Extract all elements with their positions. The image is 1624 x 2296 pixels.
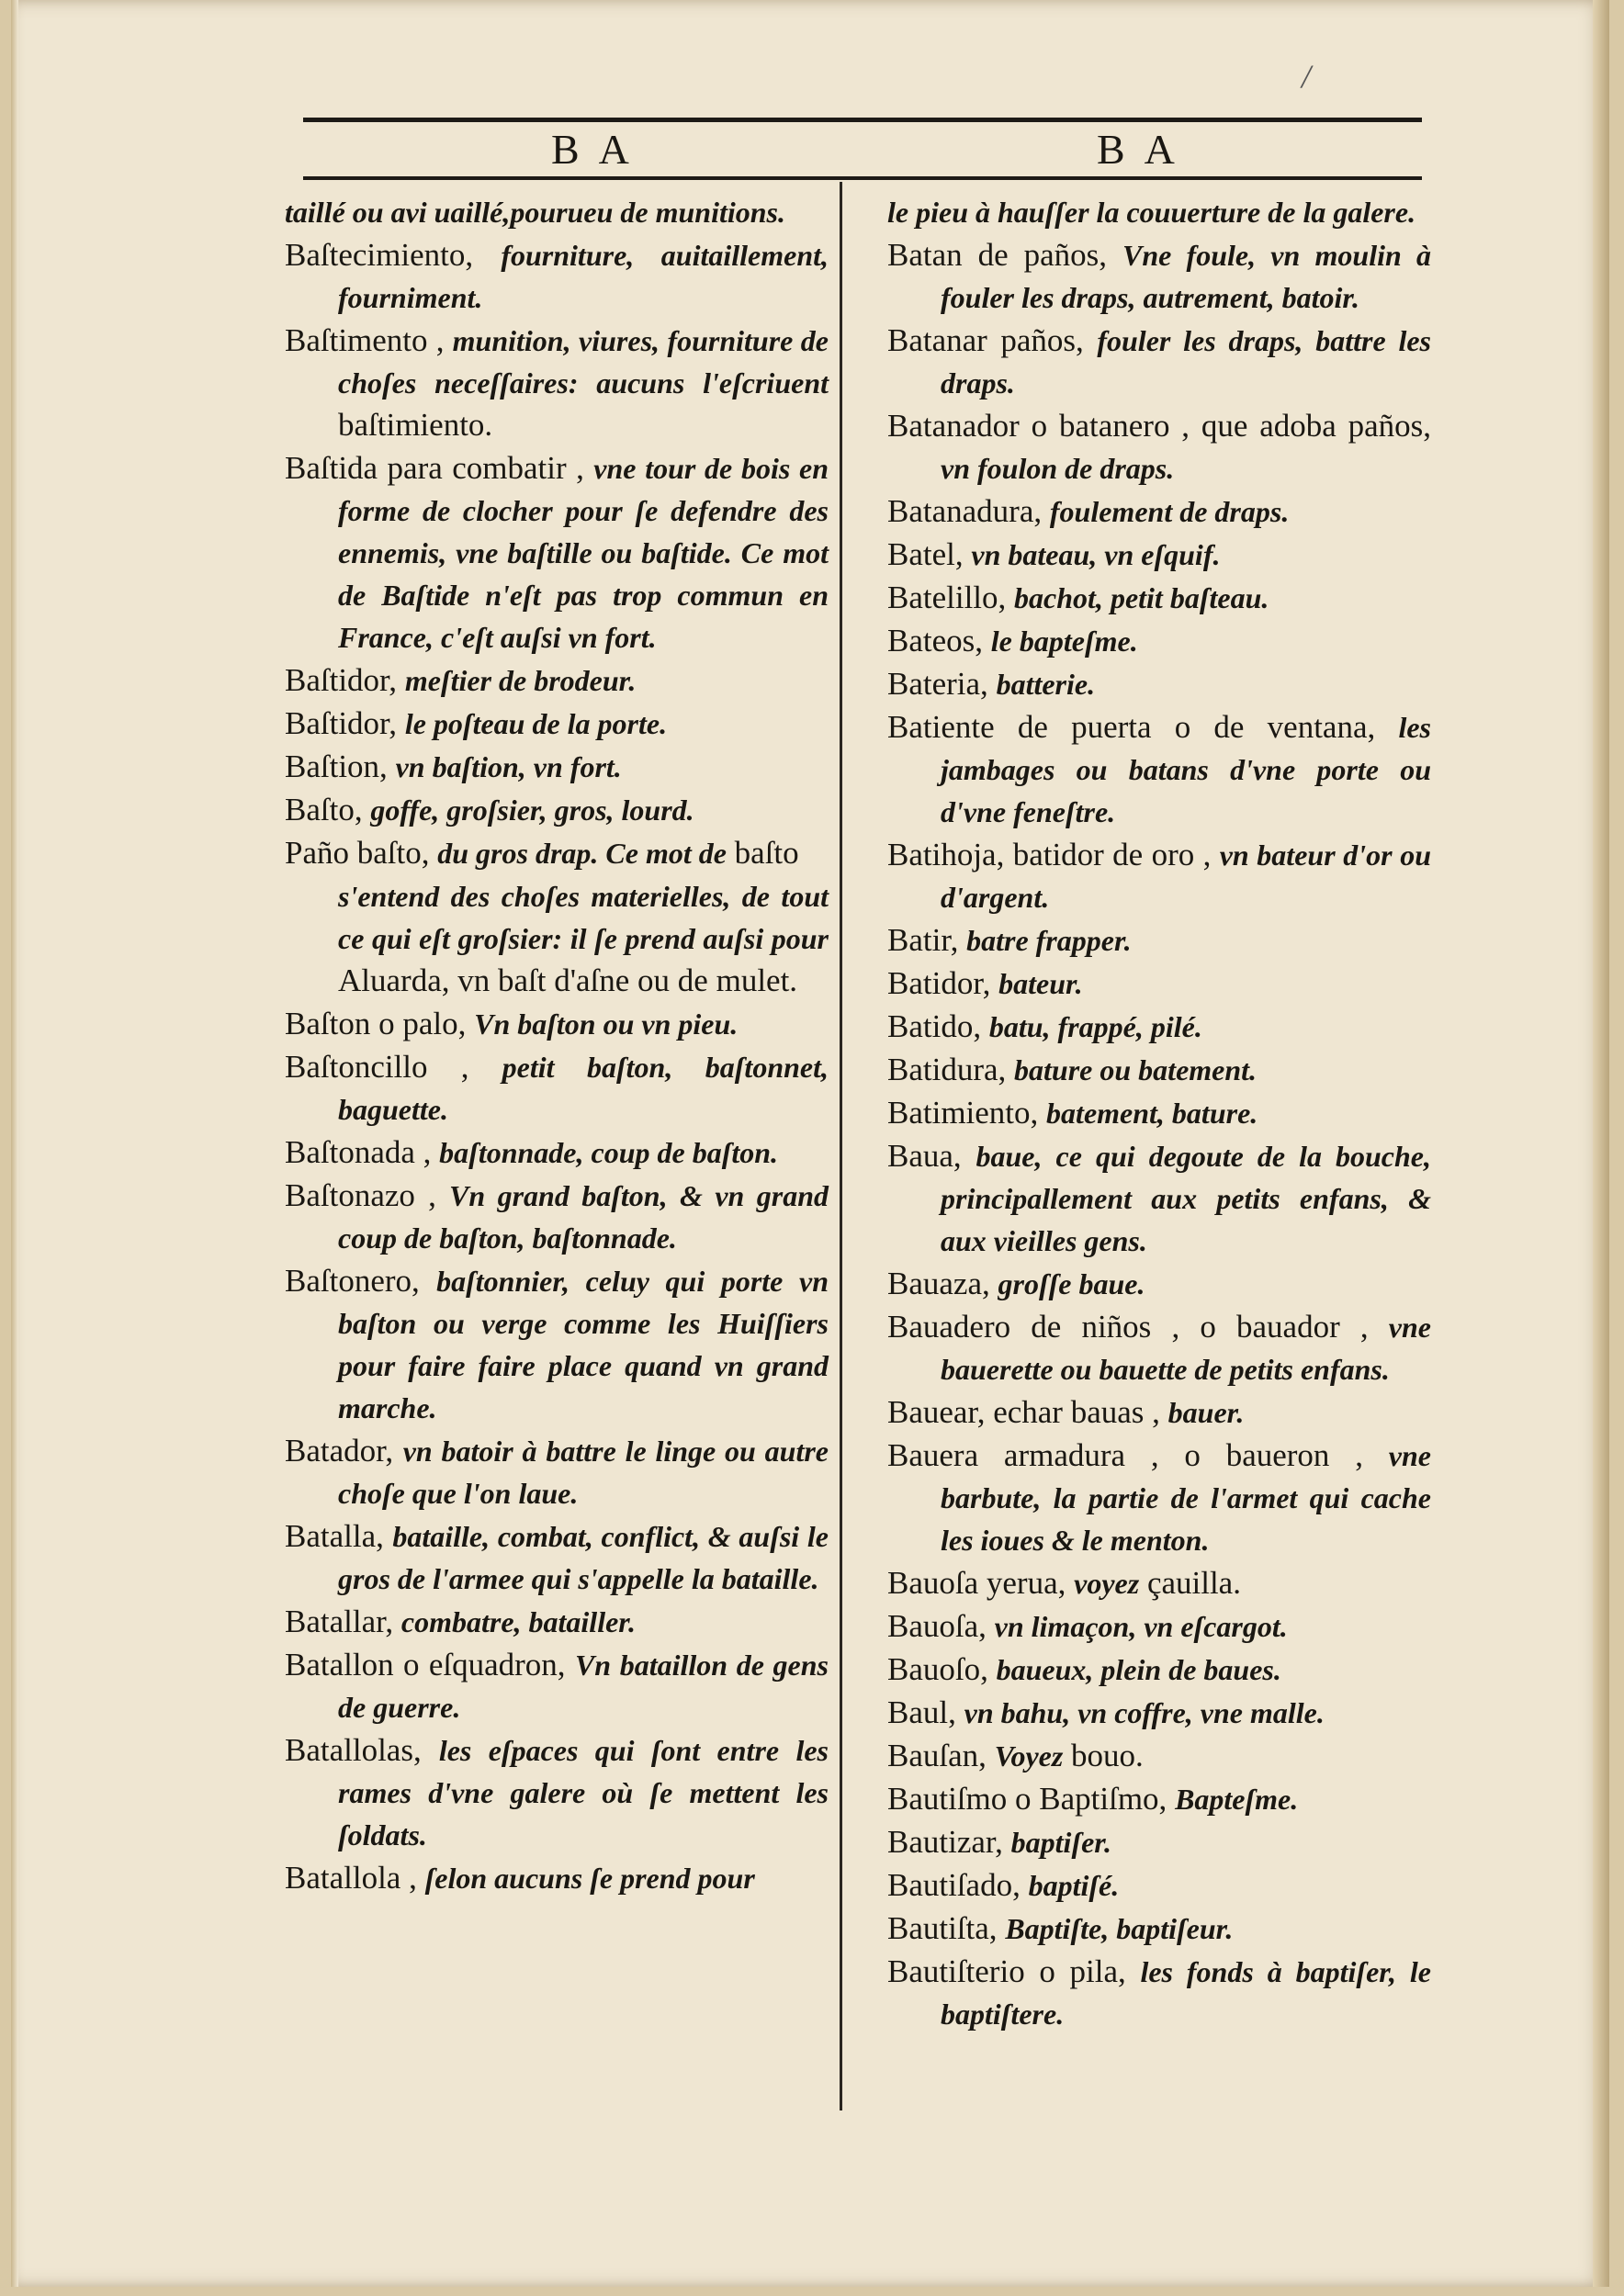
entry-term: Bateria,	[887, 666, 997, 702]
header-rule-top	[303, 118, 1422, 122]
entry-definition: vn baſtion, vn fort.	[395, 750, 622, 783]
dictionary-entry	[887, 1391, 1431, 1434]
entry-definition: baptiſer.	[1010, 1826, 1111, 1859]
dictionary-entry	[887, 1306, 1431, 1390]
entry-term: Batallolas,	[285, 1732, 439, 1768]
dictionary-entry	[887, 1908, 1431, 1950]
left-column	[285, 191, 829, 1900]
entry-definition: ſelon aucuns ſe prend pour	[424, 1862, 755, 1895]
dictionary-entry	[887, 1649, 1431, 1691]
entry-definition: les eſpaces qui ſont entre les rames d'vne galere où ſe mettent les ſoldats.	[338, 1734, 829, 1851]
dictionary-entry	[285, 1046, 829, 1131]
entry-definition: meſtier de brodeur.	[404, 664, 637, 697]
entry-definition: baue, ce qui degoute de la bouche, principallement aux petits enfans, & aux vieilles gens.	[941, 1140, 1432, 1257]
dictionary-entry	[887, 1435, 1431, 1561]
column-divider	[840, 182, 842, 2110]
dictionary-entry	[887, 962, 1431, 1005]
entry-definition: Vn baſton ou vn pieu.	[474, 1007, 739, 1041]
entry-crossref: baſtimiento.	[338, 407, 493, 443]
dictionary-entry	[285, 659, 829, 702]
entry-definition: baſtonnade, coup de baſton.	[439, 1136, 779, 1169]
folio-mark: /	[1302, 58, 1312, 95]
dictionary-entry	[887, 834, 1431, 918]
entry-definition: le pieu à hauſſer la couuerture de la galere.	[887, 196, 1416, 229]
entry-term: Paño baſto,	[285, 835, 438, 871]
entry-term: Batido,	[887, 1008, 989, 1044]
entry-definition: vn foulon de draps.	[941, 452, 1175, 485]
entry-definition: les fonds à baptiſer, le baptiſtere.	[941, 1955, 1431, 2031]
entry-definition: baptiſé.	[1028, 1869, 1120, 1902]
dictionary-entry	[887, 1263, 1431, 1305]
entry-definition: bature ou batement.	[1014, 1053, 1257, 1086]
page-left-edge	[11, 0, 18, 2287]
dictionary-entry	[285, 789, 829, 831]
entry-term: Batanar paños,	[887, 322, 1098, 358]
entry-definition: Baptiſte, baptiſeur.	[1005, 1912, 1234, 1945]
entry-term: Batimiento,	[887, 1095, 1047, 1131]
entry-term: Baſtoncillo ,	[285, 1049, 502, 1085]
entry-term: Batihoja, batidor de oro ,	[887, 837, 1220, 872]
entry-term: Batelillo,	[887, 580, 1015, 615]
dictionary-entry	[285, 320, 829, 446]
entry-term: Bauadero de niños , o bauador ,	[887, 1309, 1389, 1345]
entry-definition: Vn grand baſton, & vn grand coup de baſton, baſtonnade.	[338, 1179, 829, 1255]
entry-term: Bateos,	[887, 623, 991, 658]
entry-definition: vne tour de bois en forme de clocher pour ſe defendre des ennemis, vne baſtille ou baſtide. Ce mot de Baſtide n'eſt pas trop commun en France, c'eſt auſsi vn fort.	[338, 452, 829, 654]
entry-term: Baſtidor,	[285, 705, 405, 741]
entry-term: Baua,	[887, 1138, 976, 1174]
entry-definition: du gros drap. Ce mot de	[437, 837, 727, 870]
entry-definition: baueux, plein de baues.	[996, 1653, 1281, 1686]
entry-definition: Bapteſme.	[1175, 1783, 1299, 1816]
entry-term: Batiente de puerta o de ventana,	[887, 709, 1399, 745]
dictionary-entry	[285, 1515, 829, 1600]
entry-term: Batanadura,	[887, 493, 1050, 529]
entry-term: Baſton o palo,	[285, 1006, 475, 1041]
dictionary-entry	[285, 234, 829, 319]
dictionary-entry	[285, 703, 829, 745]
book-page	[11, 0, 1609, 2287]
entry-definition: goffe, groſsier, gros, lourd.	[370, 793, 694, 827]
entry-definition: bataille, combat, conflict, & auſsi le gros de l'armee qui s'appelle la bataille.	[338, 1520, 829, 1595]
entry-definition: vn batoir à battre le linge ou autre choſe que l'on laue.	[338, 1435, 829, 1510]
entry-term: Bauoſo,	[887, 1651, 997, 1687]
entry-definition: s'entend des choſes materielles, de tout ce qui eſt groſsier: il ſe prend auſsi pour	[338, 880, 829, 955]
entry-term: Bauoſa yerua,	[887, 1565, 1075, 1601]
entry-term: Baſtidor,	[285, 662, 405, 698]
dictionary-entry	[887, 1821, 1431, 1863]
entry-term: Baſtida para combatir ,	[285, 450, 594, 486]
entry-term: Bautiſta,	[887, 1910, 1006, 1946]
dictionary-entry	[887, 620, 1431, 662]
dictionary-entry	[285, 1131, 829, 1174]
entry-term: Baſtion,	[285, 748, 396, 784]
dictionary-entry	[285, 832, 829, 874]
entry-term: Baſtecimiento,	[285, 237, 502, 273]
entry-term: Bauoſa,	[887, 1608, 995, 1644]
entry-definition: Vne foule, vn moulin à fouler les draps, autrement, batoir.	[941, 239, 1432, 314]
entry-term: Baſtimento ,	[285, 322, 453, 358]
dictionary-entry	[887, 234, 1431, 319]
dictionary-entry	[887, 1951, 1431, 2035]
entry-definition: batre frapper.	[966, 924, 1132, 957]
dictionary-entry	[887, 1692, 1431, 1734]
entry-definition: vn bahu, vn coffre, vne malle.	[964, 1696, 1325, 1729]
entry-definition: le poſteau de la porte.	[404, 707, 668, 740]
dictionary-entry	[887, 405, 1431, 490]
dictionary-entry	[887, 706, 1431, 833]
dictionary-entry	[285, 1260, 829, 1429]
dictionary-entry	[285, 875, 829, 1002]
entry-crossref: çauilla.	[1139, 1565, 1241, 1601]
entry-term: Batador,	[285, 1433, 403, 1469]
entry-term: Baul,	[887, 1694, 964, 1730]
dictionary-entry	[887, 191, 1431, 233]
entry-definition: foulement de draps.	[1049, 495, 1290, 528]
entry-definition: bateur.	[998, 967, 1083, 1000]
entry-crossref: bouo.	[1063, 1738, 1144, 1773]
entry-term: Bauear, echar bauas ,	[887, 1394, 1168, 1430]
entry-term: Batan de paños,	[887, 237, 1122, 273]
entry-term: Batel,	[887, 536, 972, 572]
entry-definition: petit baſton, baſtonnet, baguette.	[338, 1051, 829, 1126]
entry-definition: vn bateau, vn eſquif.	[971, 538, 1221, 571]
dictionary-entry	[887, 1562, 1431, 1604]
entry-definition: fouler les draps, battre les draps.	[941, 324, 1431, 400]
entry-term: Baſtonazo ,	[285, 1177, 449, 1213]
dictionary-entry	[887, 534, 1431, 576]
entry-definition: batterie.	[996, 668, 1096, 701]
dictionary-entry	[887, 1864, 1431, 1907]
dictionary-entry	[285, 746, 829, 788]
dictionary-entry	[285, 1601, 829, 1643]
dictionary-entry	[887, 490, 1431, 533]
entry-definition: vne barbute, la partie de l'armet qui cache les ioues & le menton.	[941, 1439, 1431, 1557]
running-head-right: B A	[1097, 126, 1180, 173]
entry-term: Baſtonero,	[285, 1263, 437, 1299]
dictionary-entry	[887, 1135, 1431, 1262]
entry-definition: vne bauerette ou bauette de petits enfans.	[941, 1311, 1431, 1386]
dictionary-entry	[285, 1175, 829, 1259]
entry-definition: batu, frappé, pilé.	[988, 1010, 1202, 1043]
dictionary-entry	[887, 663, 1431, 705]
entry-term: Bautizar,	[887, 1824, 1011, 1860]
entry-definition: bauer.	[1167, 1396, 1245, 1429]
dictionary-entry	[285, 1857, 829, 1899]
entry-definition: fourniture, auitaillement, fourniment.	[338, 239, 829, 314]
entry-definition: voyez	[1074, 1567, 1140, 1600]
entry-definition: bachot, petit baſteau.	[1014, 581, 1269, 614]
entry-definition: le bapteſme.	[990, 625, 1138, 658]
dictionary-entry	[887, 1605, 1431, 1648]
entry-term: Bauaza,	[887, 1266, 998, 1301]
dictionary-entry	[285, 447, 829, 658]
right-column	[887, 191, 1431, 2036]
page-right-edge	[1593, 0, 1609, 2287]
entry-term: Bautiſmo o Baptiſmo,	[887, 1781, 1176, 1817]
entry-term: Batanador o batanero , que adoba paños,	[887, 408, 1431, 444]
entry-term: Baſtonada ,	[285, 1134, 440, 1170]
dictionary-entry	[887, 919, 1431, 962]
entry-definition: taillé ou avi uaillé,pourueu de munitions.	[285, 196, 785, 229]
dictionary-entry	[887, 1006, 1431, 1048]
entry-definition: les jambages ou batans d'vne porte ou d'vne feneſtre.	[941, 711, 1431, 828]
dictionary-entry	[285, 1644, 829, 1728]
entry-definition: Voyez	[994, 1739, 1064, 1773]
running-head-left: B A	[551, 126, 635, 173]
entry-term: Bautiſterio o pila,	[887, 1953, 1141, 1989]
entry-crossref: baſto	[726, 835, 799, 871]
entry-crossref: Aluarda, vn baſt d'aſne ou de mulet.	[338, 962, 798, 998]
entry-term: Bauera armadura , o baueron ,	[887, 1437, 1389, 1473]
entry-definition: Vn bataillon de gens de guerre.	[338, 1649, 829, 1724]
dictionary-entry	[285, 1003, 829, 1045]
dictionary-entry	[887, 1735, 1431, 1777]
dictionary-entry	[887, 1092, 1431, 1134]
dictionary-entry	[285, 191, 829, 233]
dictionary-entry	[285, 1729, 829, 1856]
dictionary-entry	[285, 1430, 829, 1514]
entry-term: Batalla,	[285, 1518, 393, 1554]
entry-term: Batallola ,	[285, 1860, 425, 1896]
entry-term: Batidura,	[887, 1052, 1015, 1087]
dictionary-entry	[887, 320, 1431, 404]
entry-term: Baſto,	[285, 792, 371, 827]
dictionary-entry	[887, 1778, 1431, 1820]
header-rule-bottom	[303, 176, 1422, 180]
entry-definition: combatre, batailler.	[400, 1605, 636, 1638]
entry-definition: baſtonnier, celuy qui porte vn baſton ou verge comme les Huiſſiers pour faire faire place quand vn grand marche.	[338, 1265, 829, 1424]
entry-term: Batidor,	[887, 965, 999, 1001]
entry-definition: munition, viures, fourniture de choſes neceſſaires: aucuns l'eſcriuent	[338, 324, 829, 400]
entry-definition: batement, bature.	[1046, 1097, 1258, 1130]
entry-definition: groſſe baue.	[998, 1267, 1145, 1300]
entry-term: Bauſan,	[887, 1738, 995, 1773]
entry-term: Batallar,	[285, 1604, 401, 1639]
entry-definition: vn bateur d'or ou d'argent.	[941, 838, 1432, 914]
entry-term: Batallon o eſquadron,	[285, 1647, 575, 1683]
entry-definition: vn limaçon, vn eſcargot.	[994, 1610, 1288, 1643]
entry-term: Bautiſado,	[887, 1867, 1029, 1903]
dictionary-entry	[887, 1049, 1431, 1091]
entry-term: Batir,	[887, 922, 967, 958]
dictionary-entry	[887, 577, 1431, 619]
